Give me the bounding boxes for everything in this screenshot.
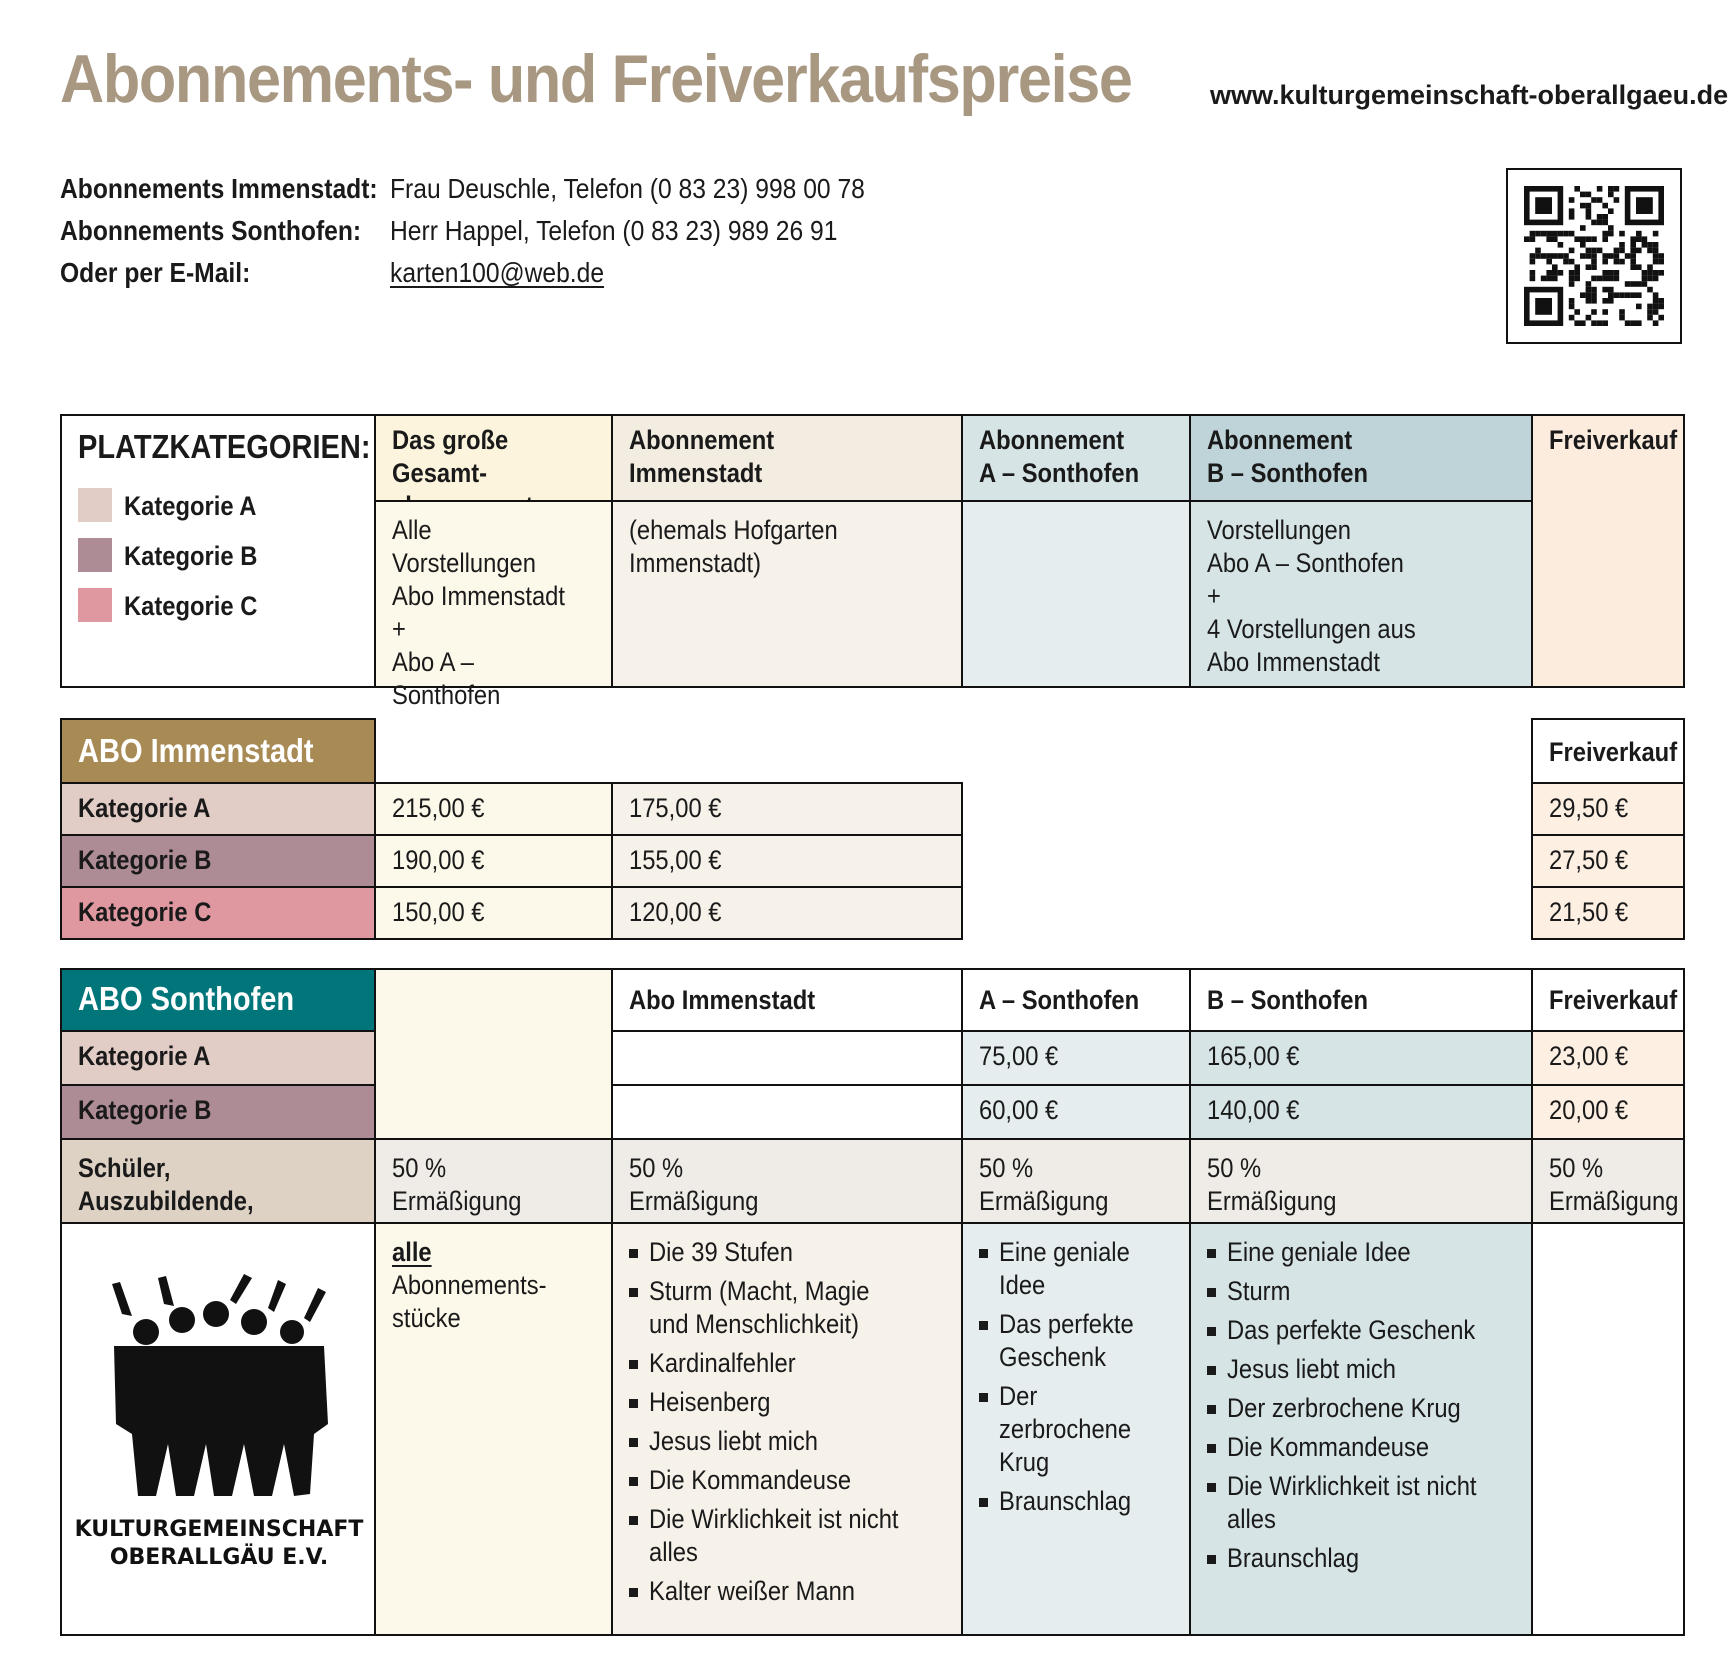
plays-gesamt-all: alle xyxy=(392,1237,432,1267)
abo-immenstadt-freiverkauf-header: Freiverkauf xyxy=(1531,718,1685,784)
play-a-sonthofen-item: Braunschlag xyxy=(979,1485,1173,1518)
abo-sonthofen-title: ABO Sonthofen xyxy=(60,968,376,1032)
play-b-sonthofen-item: Die Wirklichkeit ist nicht alles xyxy=(1207,1470,1515,1536)
play-b-sonthofen-item: Sturm xyxy=(1207,1275,1515,1308)
abo-sonthofen-row-a-immenstadt xyxy=(611,1030,963,1086)
plays-gesamt-rest: Abonnements- stücke xyxy=(392,1270,547,1333)
play-b-sonthofen-item: Der zerbrochene Krug xyxy=(1207,1392,1515,1425)
plays-immenstadt xyxy=(611,1222,963,1636)
abo-immenstadt-row-c-immenstadt: 120,00 € xyxy=(611,886,963,940)
legend-label-c: Kategorie C xyxy=(124,591,258,621)
play-immenstadt-item: Sturm (Macht, Magie und Menschlichkeit) xyxy=(629,1275,945,1341)
contact-value-immenstadt: Frau Deuschle, Telefon (0 83 23) 998 00 78 xyxy=(390,173,865,204)
play-immenstadt-item: Die Wirklichkeit ist nicht alles xyxy=(629,1503,945,1569)
desc-abonnement-a-sonthofen xyxy=(961,500,1191,688)
abo-sonthofen-header-a: A – Sonthofen xyxy=(961,968,1191,1032)
logo-cell xyxy=(60,1222,376,1636)
abo-immenstadt-row-c-gesamt: 150,00 € xyxy=(374,886,613,940)
abo-immenstadt-row-c-frei: 21,50 € xyxy=(1531,886,1685,940)
contact-label-email: Oder per E-Mail: xyxy=(60,257,251,288)
abo-sonthofen-row-b-frei: 20,00 € xyxy=(1531,1084,1685,1140)
abo-sonthofen-row-a-a: 75,00 € xyxy=(961,1030,1191,1086)
abo-sonthofen-gesamt-empty xyxy=(374,968,613,1140)
header-gesamtabonnement: Das große Gesamt- xyxy=(374,414,613,502)
legend-swatch-c xyxy=(78,588,112,622)
abo-sonthofen-row-a-frei: 23,00 € xyxy=(1531,1030,1685,1086)
kulturgemeinschaft-logo xyxy=(74,1274,364,1584)
legend-swatch-a xyxy=(78,488,112,522)
discount-immenstadt: 50 % Ermäßigung xyxy=(611,1138,963,1224)
abo-immenstadt-row-c-label: Kategorie C xyxy=(60,886,376,940)
abo-sonthofen-row-a-b: 165,00 € xyxy=(1189,1030,1533,1086)
abo-sonthofen-row-b-label: Kategorie B xyxy=(60,1084,376,1140)
abo-immenstadt-row-b-frei: 27,50 € xyxy=(1531,834,1685,888)
play-b-sonthofen-item: Braunschlag xyxy=(1207,1542,1515,1575)
abo-sonthofen-row-b-b: 140,00 € xyxy=(1189,1084,1533,1140)
legend-swatch-b xyxy=(78,538,112,572)
abo-sonthofen-row-b-immenstadt xyxy=(611,1084,963,1140)
header-freiverkauf: Freiverkauf xyxy=(1531,414,1685,688)
discount-freiverkauf: 50 % Ermäßigung xyxy=(1531,1138,1685,1224)
play-a-sonthofen-item: Das perfekte Geschenk xyxy=(979,1308,1173,1374)
play-b-sonthofen-item: Eine geniale Idee xyxy=(1207,1236,1515,1269)
abo-sonthofen-header-frei: Freiverkauf xyxy=(1531,968,1685,1032)
abo-sonthofen-row-b-a: 60,00 € xyxy=(961,1084,1191,1140)
abo-immenstadt-row-b-immenstadt: 155,00 € xyxy=(611,834,963,888)
qr-code-icon xyxy=(1506,168,1682,344)
play-b-sonthofen-item: Jesus liebt mich xyxy=(1207,1353,1515,1386)
header-abonnement-immenstadt: Abonnement Immenstadt xyxy=(611,414,963,502)
abo-immenstadt-title: ABO Immenstadt xyxy=(60,718,376,784)
play-immenstadt-item: Kardinalfehler xyxy=(629,1347,945,1380)
play-a-sonthofen-item: Eine geniale Idee xyxy=(979,1236,1173,1302)
plays-b-sonthofen xyxy=(1189,1222,1533,1636)
plays-a-sonthofen xyxy=(961,1222,1191,1636)
legend-label-a: Kategorie A xyxy=(124,491,257,521)
play-immenstadt-item: Die 39 Stufen xyxy=(629,1236,945,1269)
header-abonnement-a-sonthofen: Abonnement A – Sonthofen xyxy=(961,414,1191,502)
play-immenstadt-item: Heisenberg xyxy=(629,1386,945,1419)
legend-label-b: Kategorie B xyxy=(124,541,258,571)
platzkategorien-title: PLATZKATEGORIEN: xyxy=(78,428,371,465)
discount-label: Schüler, Auszubildende, xyxy=(60,1138,376,1224)
abo-immenstadt-row-a-label: Kategorie A xyxy=(60,782,376,836)
play-a-sonthofen-item: Der zerbrochene Krug xyxy=(979,1380,1173,1479)
logo-text-line1: KULTURGEMEINSCHAFT xyxy=(74,1517,364,1542)
abo-immenstadt-row-a-gesamt: 215,00 € xyxy=(374,782,613,836)
play-immenstadt-item: Die Kommandeuse xyxy=(629,1464,945,1497)
email-link[interactable]: karten100@web.de xyxy=(390,257,605,288)
plays-gesamt xyxy=(374,1222,613,1636)
abo-immenstadt-row-b-gesamt: 190,00 € xyxy=(374,834,613,888)
discount-gesamt: 50 % Ermäßigung xyxy=(374,1138,613,1224)
abo-sonthofen-row-a-label: Kategorie A xyxy=(60,1030,376,1086)
contact-value-sonthofen: Herr Happel, Telefon (0 83 23) 989 26 91 xyxy=(390,215,838,246)
discount-b-sonthofen: 50 % Ermäßigung xyxy=(1189,1138,1533,1224)
contact-label-immenstadt: Abonnements Immenstadt: xyxy=(60,173,378,204)
desc-abonnement-b-sonthofen: Vorstellungen Abo A – Sonthofen + 4 Vorstellungen aus Abo Immenstadt xyxy=(1189,500,1533,688)
contact-label-sonthofen: Abonnements Sonthofen: xyxy=(60,215,362,246)
page-title: Abonnements- und Freiverkaufspreise xyxy=(60,41,1132,117)
play-b-sonthofen-item: Das perfekte Geschenk xyxy=(1207,1314,1515,1347)
play-immenstadt-item: Kalter weißer Mann xyxy=(629,1575,945,1608)
discount-a-sonthofen: 50 % Ermäßigung xyxy=(961,1138,1191,1224)
play-immenstadt-item: Jesus liebt mich xyxy=(629,1425,945,1458)
header-abonnement-b-sonthofen: Abonnement B – Sonthofen xyxy=(1189,414,1533,502)
abo-sonthofen-header-immenstadt: Abo Immenstadt xyxy=(611,968,963,1032)
abo-immenstadt-row-b-label: Kategorie B xyxy=(60,834,376,888)
abo-sonthofen-header-b: B – Sonthofen xyxy=(1189,968,1533,1032)
logo-text-line2: OBERALLGÄU E.V. xyxy=(109,1545,329,1570)
plays-freiverkauf-empty xyxy=(1531,1222,1685,1636)
play-b-sonthofen-item: Die Kommandeuse xyxy=(1207,1431,1515,1464)
abo-immenstadt-row-a-frei: 29,50 € xyxy=(1531,782,1685,836)
website-link[interactable]: www.kulturgemeinschaft-oberallgaeu.de xyxy=(1210,80,1728,110)
platzkategorien-box xyxy=(60,414,376,688)
desc-abonnement-immenstadt: (ehemals Hofgarten Immenstadt) xyxy=(611,500,963,688)
abo-immenstadt-row-a-immenstadt: 175,00 € xyxy=(611,782,963,836)
desc-gesamtabonnement: Alle Vorstellungen Abo Immenstadt + Abo A – Sonthofen xyxy=(374,500,613,688)
